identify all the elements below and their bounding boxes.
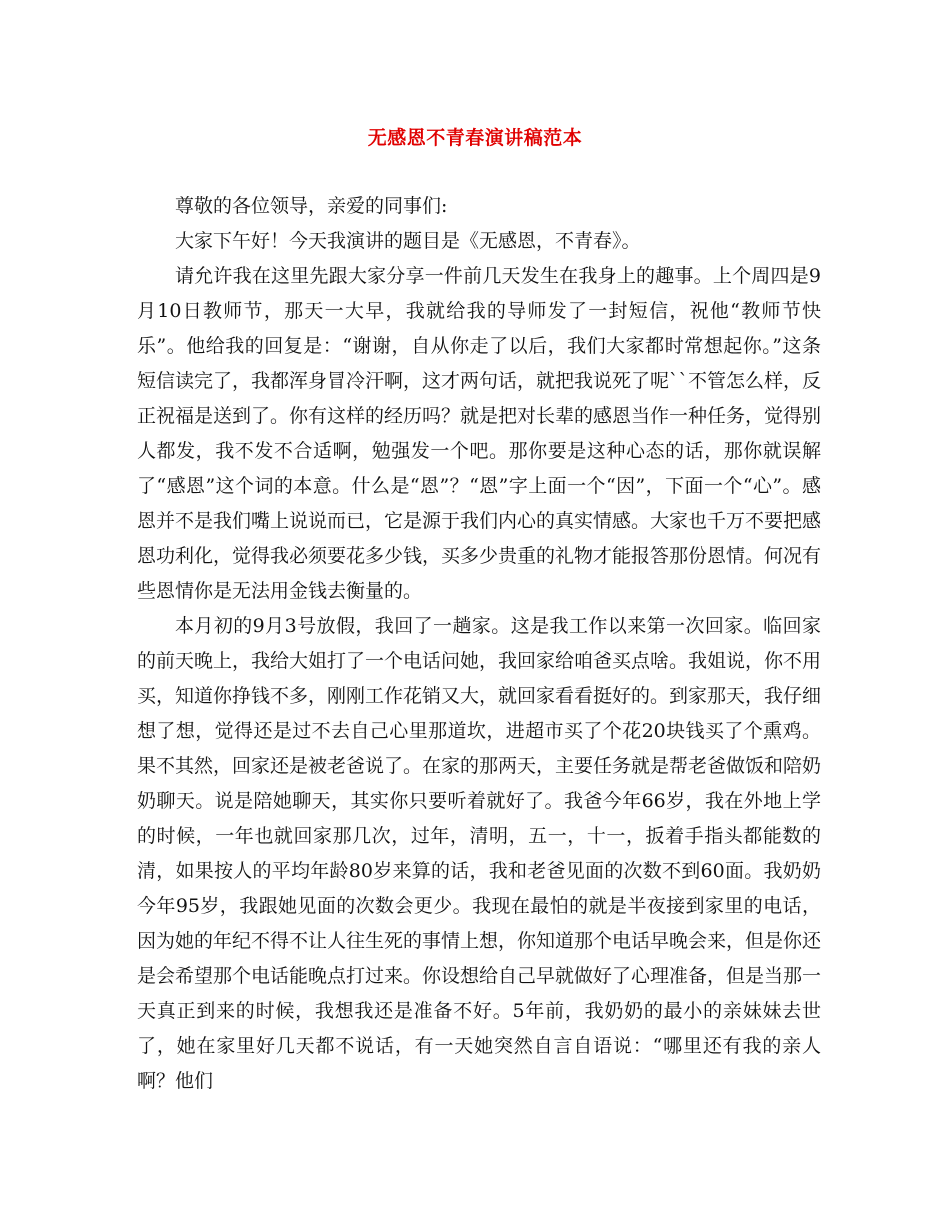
document-title: 无感恩不青春演讲稿范本 (367, 127, 583, 149)
paragraph-greeting: 大家下午好！今天我演讲的题目是《无感恩，不青春》。 (175, 230, 641, 252)
paragraph-home-visit: 本月初的9月3号放假，我回了一趟家。这是我工作以来第一次回家。临回家的前天晚上，我给大姐打了一个电话问她，我回家给咱爸买点啥。我姐说，你不用买，知道你挣钱不多，刚刚工作花销又大，就回家看看挺好的。到家那天，我仔细想了想，觉得还是过不去自己心里那道坎，进超市买了个花20块钱买了个熏鸡。果不其然，回家还是被老爸说了。在家的那两天，主要任务就是帮老爸做饭和陪奶奶聊天。说是陪她聊天，其实你只要听着就好了。我爸今年66岁，我在外地上学的时候，一年也就回家那几次，过年，清明，五一，十一，扳着手指头都能数的清，如果按人的平均年龄80岁来算的话，我和老爸见面的次数不到60面。我奶奶今年95岁，我跟她见面的次数会更少。我现在最怕的就是半夜接到家里的电话，因为她的年纪不得不让人往生死的事情上想，你知道那个电话早晚会来，但是你还是会希望那个电话能晚点打过来。你设想给自己早就做好了心理准备，但是当那一天真正到来的时候，我想我还是准备不好。5年前，我奶奶的最小的亲妹妹去世了，她在家里好几天都不说话，有一天她突然自言自语说：“哪里还有我的亲人啊？他们 (137, 615, 822, 1092)
document-body (137, 189, 821, 1099)
paragraph-anecdote: 请允许我在这里先跟大家分享一件前几天发生在我身上的趣事。上个周四是9月10日教师节，那天一大早，我就给我的导师发了一封短信，祝他“教师节快乐”。他给我的回复是：“谢谢，自从你走了以后，我们大家都时常想起你。”这条短信读完了，我都浑身冒冷汗啊，这才两句话，就把我说死了呢``不管怎么样，反正祝福是送到了。你有这样的经历吗？就是把对长辈的感恩当作一种任务，觉得别人都发，我不发不合适啊，勉强发一个吧。那你要是这种心态的话，那你就误解了“感恩”这个词的本意。什么是“恩”？“恩”字上面一个“因”，下面一个“心”。感恩并不是我们嘴上说说而已，它是源于我们内心的真实情感。大家也千万不要把感恩功利化，觉得我必须要花多少钱，买多少贵重的礼物才能报答那份恩情。何况有些恩情你是无法用金钱去衡量的。 (137, 265, 822, 602)
paragraph-salutation: 尊敬的各位领导，亲爱的同事们: (175, 195, 448, 217)
